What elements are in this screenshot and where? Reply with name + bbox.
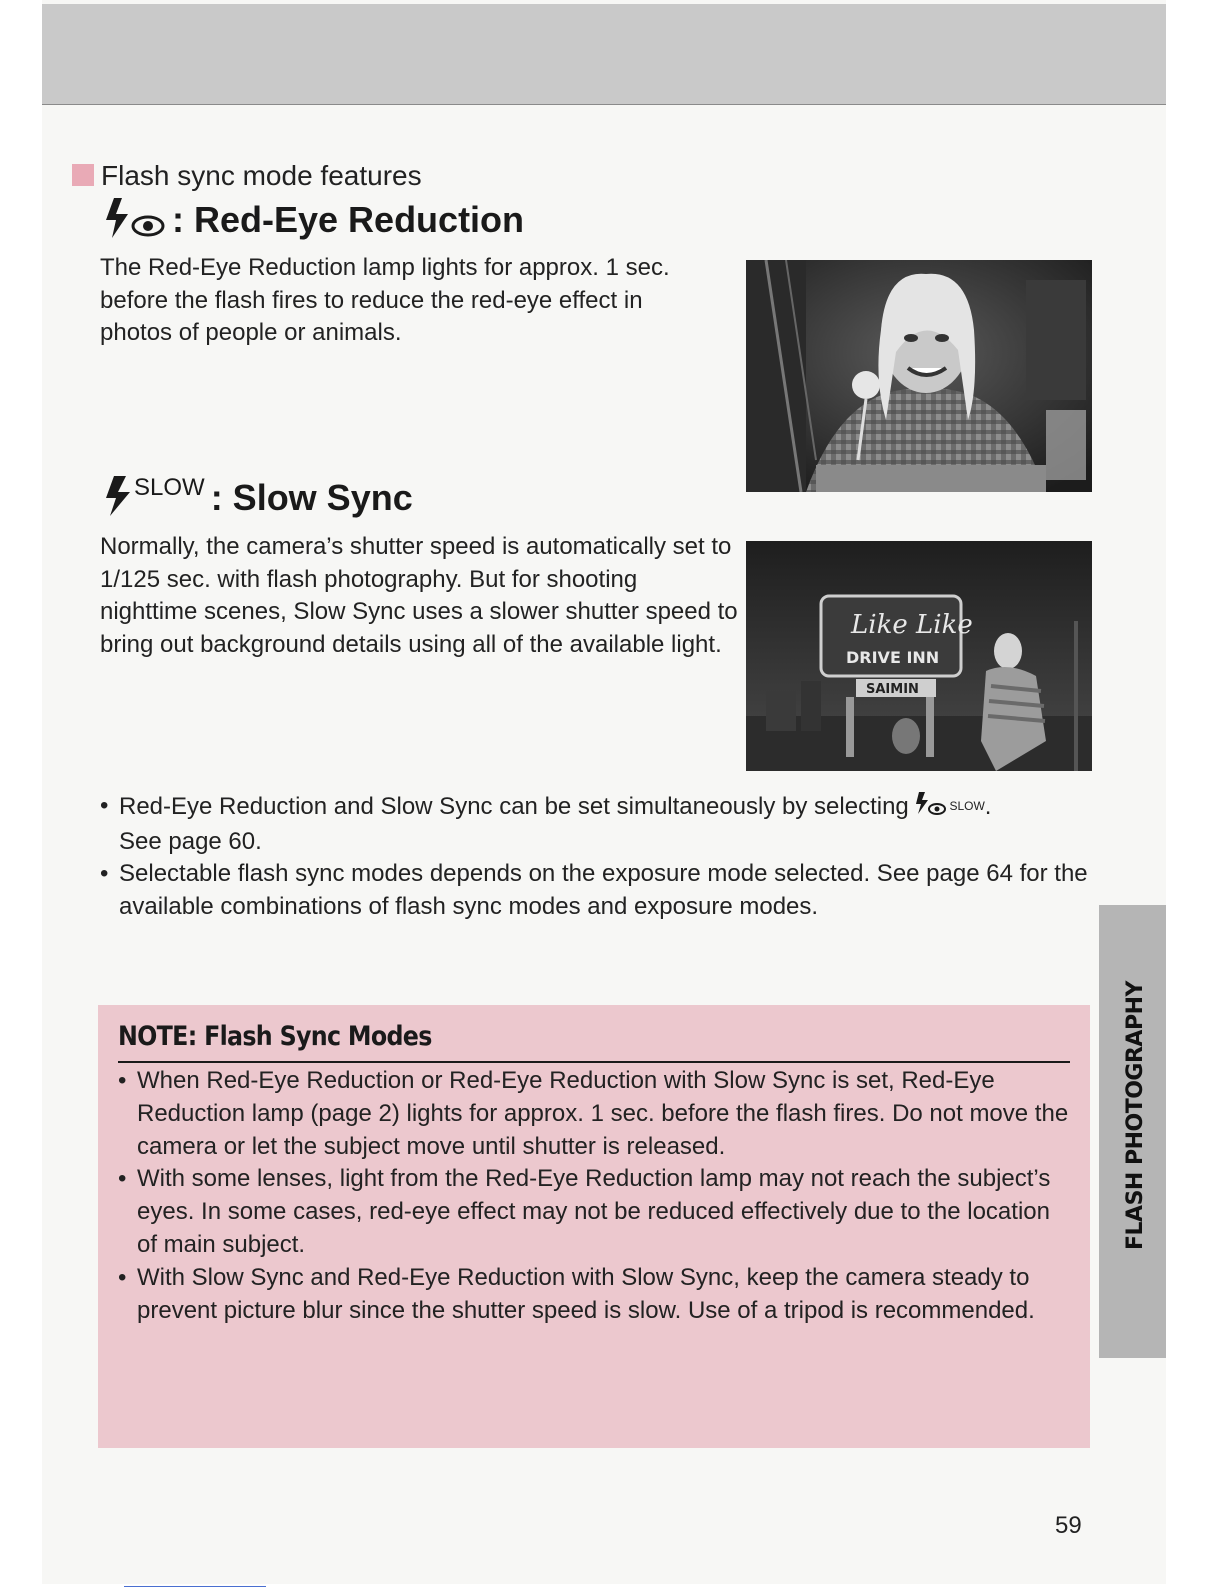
slow-sync-example-photo (746, 541, 1092, 771)
red-eye-heading (104, 196, 524, 240)
flash-redeye-icon (104, 196, 166, 240)
flash-icon (104, 470, 132, 518)
bullet-1-period: . (984, 793, 992, 821)
bullet-item: • Red-Eye Reduction and Slow Sync can be set simultaneously by selecting $^{SLOW}$. See page 60. (100, 792, 992, 855)
sign-text-1: Like Like (851, 610, 973, 640)
bullet-2-text: Selectable flash sync modes depends on the exposure mode selected. See page 64 for the available combinations of flash sync modes and exposure modes. (119, 860, 1088, 920)
flash-redeye-slow-icon (915, 790, 949, 826)
red-eye-heading-text: : Red-Eye Reduction (172, 199, 525, 240)
slow-mini-label: SLOW (949, 799, 985, 813)
sign-text-2: DRIVE INN (846, 648, 940, 667)
note-divider (118, 1061, 1070, 1063)
sign-text-3: SAIMIN (866, 682, 919, 697)
slow-sync-heading-text: : Slow Sync (210, 477, 413, 518)
note-list (118, 1065, 1073, 1327)
portrait-photo (746, 260, 1092, 492)
slow-sync-description: Normally, the camera’s shutter speed is automatically set to 1/125 sec. with flash photography. But for shooting nighttime scenes, Slow Sync uses a slower shutter speed to bring out background details using all of the available light. (100, 533, 738, 658)
red-eye-description: The Red-Eye Reduction lamp lights for approx. 1 sec. before the flash fires to reduce the red-eye effect in photos of people or animals. (100, 254, 670, 346)
bullet-item: • Selectable flash sync modes depends on the exposure mode selected. See page 64 for the available combinations of flash sync modes and exposure modes. (100, 860, 1088, 920)
note-item: • When Red-Eye Reduction or Red-Eye Reduction with Slow Sync is set, Red-Eye Reduction lamp (page 2) lights for approx. 1 sec. before the flash fires. Do not move the camera or let the subject move until shutter is released. (118, 1067, 1069, 1160)
chapter-tab-label: FLASH PHOTOGRAPHY (1123, 981, 1148, 1250)
header-band (42, 4, 1166, 105)
note-item-text: When Red-Eye Reduction or Red-Eye Reduction with Slow Sync is set, Red-Eye Reduction lamp (page 2) lights for approx. 1 sec. before the flash fires. Do not move the camera or let the subject move until shutter is released. (137, 1067, 1069, 1160)
bullet-1-text: Red-Eye Reduction and Slow Sync can be set simultaneously by selecting (119, 793, 909, 821)
note-item: • With some lenses, light from the Red-Eye Reduction lamp may not reach the subject’s eyes. In some cases, red-eye effect may not be reduced effectively due to the location of main subject. (118, 1165, 1051, 1258)
note-box (98, 1005, 1090, 1448)
section-title: Flash sync mode features (101, 160, 422, 191)
note-title: NOTE: Flash Sync Modes (118, 1021, 432, 1052)
note-item-text: With some lenses, light from the Red-Eye Reduction lamp may not reach the subject’s eyes. In some cases, red-eye effect may not be reduced effectively due to the location of main subject. (137, 1165, 1051, 1258)
night-scene-photo (746, 541, 1092, 771)
bullet-list (100, 790, 1100, 923)
slow-label: SLOW (134, 474, 205, 501)
note-item-text: With Slow Sync and Red-Eye Reduction with Slow Sync, keep the camera steady to prevent picture blur since the shutter speed is slow. Use of a tripod is recommended. (137, 1263, 1035, 1324)
slow-sync-heading (104, 470, 413, 518)
bullet-1-line2: See page 60. (119, 827, 262, 855)
section-marker (72, 164, 94, 186)
page-number: 59 (1055, 1512, 1082, 1539)
note-item: • With Slow Sync and Red-Eye Reduction with Slow Sync, keep the camera steady to prevent picture blur since the shutter speed is slow. Use of a tripod is recommended. (118, 1263, 1035, 1324)
red-eye-example-photo (746, 260, 1092, 492)
